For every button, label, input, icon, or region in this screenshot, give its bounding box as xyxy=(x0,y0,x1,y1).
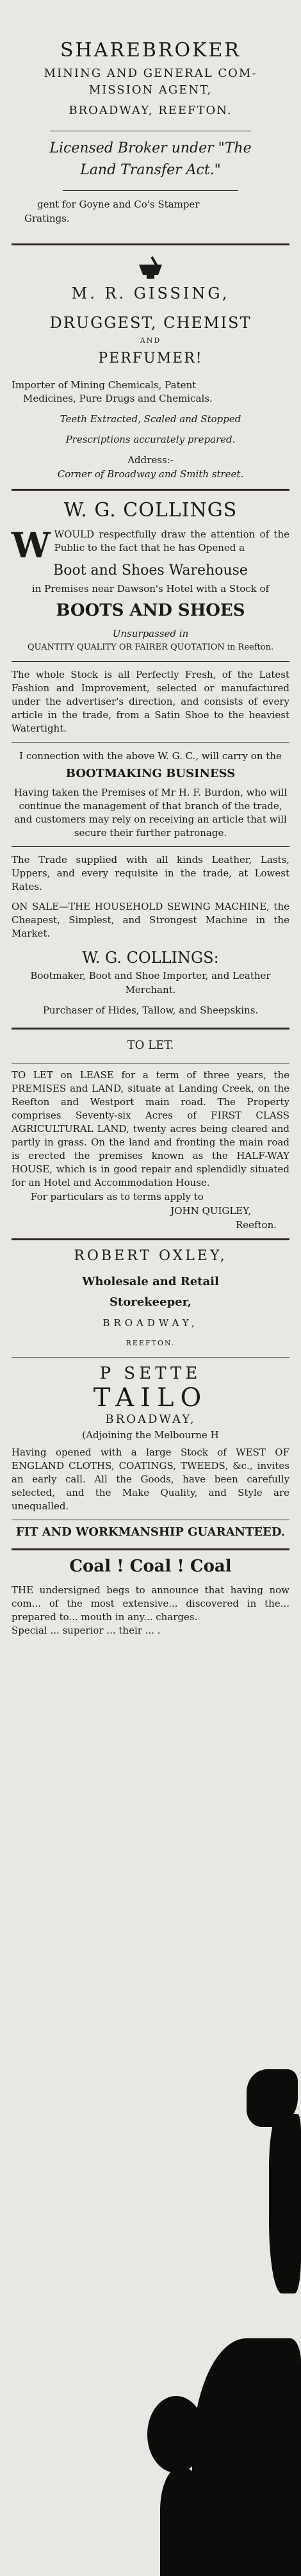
divider xyxy=(12,489,289,491)
setter-fit: FIT AND WORKMANSHIP GUARANTEED. xyxy=(15,1525,286,1539)
setter-name: P SETTE xyxy=(99,1364,202,1383)
collings-stock: The whole Stock is all Perfectly Fresh, of the Latest Fashion and Improvement, selected or manufactured under the advertiser's direction, and consists of every article in the trade, from a Satin Shoe to the heaviest Watertight. xyxy=(12,669,289,734)
collings-role: Bootmaker, Boot and Shoe Importer, and Leather Merchant. xyxy=(30,970,271,996)
mortar-pestle-icon xyxy=(136,256,165,280)
tolet-sig2: Reefton. xyxy=(235,1219,277,1231)
collings-unsurpassed2: QUANTITY QUALITY OR FAIRER QUOTATION in Reefton. xyxy=(27,643,274,652)
gissing-line1: Importer of Mining Chemicals, Patent xyxy=(12,379,197,391)
oxley-name: ROBERT OXLEY, xyxy=(74,1248,227,1264)
setter-ad xyxy=(12,1363,289,1541)
divider xyxy=(12,1548,289,1550)
gissing-and: AND xyxy=(140,336,161,345)
collings-purchaser: Purchaser of Hides, Tallow, and Sheepskins. xyxy=(42,1005,259,1016)
collings-trade: The Trade supplied with all kinds Leather, Lasts, Uppers, and every requisite in the trade, at Lowest Rates. xyxy=(12,854,289,892)
tolet-apply: For particulars as to terms apply to xyxy=(31,1191,204,1202)
coal-title: Coal ! Coal ! Coal xyxy=(69,1557,232,1576)
ink-blot xyxy=(269,2114,301,2293)
collings-location: in Premises near Dawson's Hotel with a Stock of xyxy=(31,583,270,595)
setter-tailor: TAILO xyxy=(93,1383,208,1413)
tolet-sig1: JOHN QUIGLEY, xyxy=(170,1205,251,1217)
oxley-line4: REEFTON. xyxy=(126,1339,175,1347)
gissing-line4: Prescriptions accurately prepared. xyxy=(65,434,236,445)
setter-body: Having opened with a large Stock of WEST OF ENGLAND CLOTHS, COATINGS, TWEEDS, &c., invites an early call. All the Goods, have been carefully selected, and the Make Quality, and Style are unequalled. xyxy=(12,1447,289,1512)
sharebroker-licence1: Licensed Broker under "The xyxy=(49,140,252,156)
collings-name2: W. G. COLLINGS: xyxy=(82,949,219,967)
ink-blot xyxy=(147,2396,205,2473)
tolet-title: TO LET. xyxy=(127,1038,174,1052)
collings-ad xyxy=(12,497,289,1017)
coal-special: Special ... superior ... their ... . xyxy=(12,1625,161,1636)
gissing-line2: Medicines, Pure Drugs and Chemicals. xyxy=(23,393,213,404)
sharebroker-line1: MINING AND GENERAL COM- xyxy=(44,67,257,80)
divider xyxy=(12,1028,289,1030)
tolet-body: TO LET on LEASE for a term of three years, the PREMISES and LAND, situate at Landing Creek, on the Reefton and Westport main road. The Property comprises Seventy-six Acres of FIRST CLASS AGRICULTURAL LAND, twenty acres being cleared and partly in grass. On the land and fronting the main road is erected the premises known as the HALF-WAY HOUSE, which is in good repair and splendidly situated for an Hotel and Accommodation House. xyxy=(12,1069,289,1188)
oxley-ad xyxy=(12,1245,289,1350)
gissing-sub: DRUGGEST, CHEMIST xyxy=(49,314,252,332)
collings-unsurpassed1: Unsurpassed in xyxy=(112,628,189,639)
sharebroker-agent2: Gratings. xyxy=(24,213,70,224)
divider xyxy=(12,1238,289,1240)
sharebroker-title: SHAREBROKER xyxy=(60,39,241,62)
collings-intro xyxy=(12,525,289,566)
collings-head3: BOOTMAKING BUSINESS xyxy=(65,767,236,780)
gissing-ad xyxy=(12,256,289,481)
collings-intro-text: WOULD respectfully draw the attention of the Public to the fact that he has Opened a xyxy=(54,529,289,554)
drop-cap: W xyxy=(12,525,51,566)
sharebroker-ad xyxy=(12,0,289,226)
divider xyxy=(12,661,289,662)
gissing-address: Corner of Broadway and Smith street. xyxy=(57,468,244,480)
sharebroker-line2: MISSION AGENT, xyxy=(88,83,213,97)
coal-body: THE undersigned begs to announce that having now com... of the most extensive... discovered in the... prepared to... mouth in any... charges. xyxy=(12,1584,289,1623)
collings-head2: BOOTS AND SHOES xyxy=(56,601,245,620)
collings-head1: Boot and Shoes Warehouse xyxy=(53,562,248,578)
oxley-line3: BROADWAY, xyxy=(102,1317,199,1329)
coal-ad xyxy=(12,1555,289,1637)
divider xyxy=(63,190,238,191)
divider xyxy=(12,846,289,847)
gissing-name: M. R. GISSING, xyxy=(71,284,230,302)
setter-street: BROADWAY, xyxy=(105,1413,196,1426)
oxley-line2: Storekeeper, xyxy=(109,1295,192,1309)
tolet-ad xyxy=(12,1037,289,1232)
gissing-address-label: Address:- xyxy=(127,454,174,466)
sharebroker-licence2: Land Transfer Act." xyxy=(80,162,221,178)
gissing-perf: PERFUMER! xyxy=(98,350,203,366)
divider xyxy=(12,243,289,245)
collings-name: W. G. COLLINGS xyxy=(63,499,238,521)
collings-connection: I connection with the above W. G. C., will carry on the xyxy=(19,750,282,762)
gissing-line3: Teeth Extracted, Scaled and Stopped xyxy=(60,413,241,425)
oxley-line1: Wholesale and Retail xyxy=(82,1275,219,1288)
sharebroker-agent1: gent for Goyne and Co's Stamper xyxy=(37,199,200,210)
sharebroker-line3: BROADWAY, REEFTON. xyxy=(69,104,232,117)
collings-onsale: ON SALE—THE HOUSEHOLD SEWING MACHINE, the Cheapest, Simplest, and Strongest Machine in the Market. xyxy=(12,901,289,939)
divider xyxy=(12,1357,289,1358)
collings-taken: Having taken the Premises of Mr H. F. Burdon, who will continue the management of that branch of the trade, and customers may rely on receiving an article that will secure their further patronage. xyxy=(13,787,288,839)
setter-adjoin: (Adjoining the Melbourne H xyxy=(82,1429,219,1441)
